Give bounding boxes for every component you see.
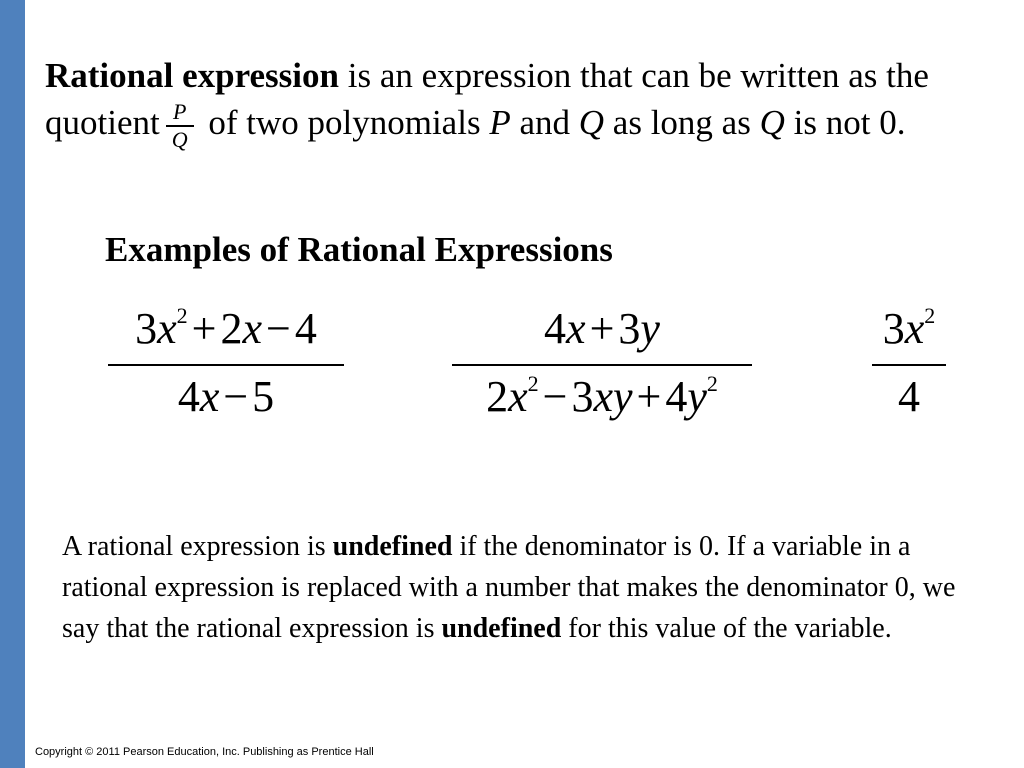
examples-heading: Examples of Rational Expressions [105, 230, 613, 269]
ex2-den-coef-1: 2 [486, 372, 509, 421]
example-2-fraction-bar [452, 364, 752, 366]
example-3-numerator [872, 302, 946, 356]
var-q-2: Q [759, 103, 785, 142]
ex1-den-var-1: x [199, 372, 220, 421]
pq-numerator: P [166, 99, 194, 127]
term-rational-expression: Rational expression [45, 56, 339, 95]
ex2-num-var-1: x [566, 304, 586, 353]
definition-text-4: as long as [604, 103, 760, 142]
pq-denominator: Q [171, 126, 188, 152]
ex1-num-var-2: x [242, 304, 263, 353]
ex3-num-coef: 3 [882, 304, 905, 353]
example-1-denominator [108, 370, 344, 424]
ex2-den-exp-2: 2 [706, 371, 718, 396]
ex3-num-var: x [904, 304, 925, 353]
definition-text-2: of two polynomials [199, 103, 490, 142]
ex1-num-coef-2: 2 [220, 304, 243, 353]
ex3-den-const: 4 [898, 372, 920, 421]
ex2-num-op-1: + [589, 304, 615, 353]
ex1-num-coef-1: 3 [135, 304, 158, 353]
example-3-fraction [872, 302, 946, 424]
ex2-num-var-2: y [640, 304, 660, 353]
example-1-fraction-bar [108, 364, 344, 366]
example-2-fraction [452, 302, 752, 424]
side-accent-bar [0, 0, 25, 768]
var-p: P [489, 103, 511, 142]
note-text-3: for this value of the variable. [561, 613, 892, 644]
example-2-denominator [452, 370, 752, 424]
example-1-fraction [108, 302, 344, 424]
ex1-num-const: 4 [294, 304, 317, 353]
note-bold-undefined-2: undefined [441, 613, 562, 644]
ex2-den-coef-2: 3 [571, 372, 594, 421]
definition-text-3: and [510, 103, 579, 142]
definition-paragraph [45, 52, 985, 152]
ex2-den-exp-1: 2 [527, 371, 539, 396]
var-q: Q [578, 103, 605, 142]
ex2-den-var-3: y [687, 372, 707, 421]
ex2-num-coef-1: 4 [544, 304, 567, 353]
ex1-num-op-2: − [266, 304, 291, 353]
undefined-note-paragraph [62, 526, 982, 649]
ex2-den-var-2: xy [593, 372, 633, 421]
example-2-numerator [452, 302, 752, 356]
definition-text-1: is an expression that can be written as the quotient [45, 56, 929, 142]
note-text-2: if the denominator is 0. If a variable in a rational expression is replaced with a number that makes the denominator 0, we say that the rational expression is [62, 531, 956, 644]
ex3-num-exp: 2 [924, 303, 936, 328]
ex1-den-coef-1: 4 [177, 372, 200, 421]
definition-text-5: is not 0. [784, 103, 906, 142]
ex2-den-var-1: x [508, 372, 528, 421]
ex2-num-coef-2: 3 [618, 304, 641, 353]
ex1-num-exp-1: 2 [176, 303, 188, 328]
ex1-den-const: 5 [252, 372, 275, 421]
note-text-1: A rational expression is [62, 531, 333, 562]
ex2-den-coef-3: 4 [665, 372, 688, 421]
pq-fraction [166, 99, 194, 153]
ex1-num-op-1: + [191, 304, 217, 353]
note-bold-undefined-1: undefined [332, 531, 453, 562]
example-3-fraction-bar [872, 364, 946, 366]
example-3-denominator [872, 370, 946, 424]
example-1-numerator [108, 302, 344, 356]
ex2-den-op-2: + [636, 372, 662, 421]
ex1-num-var-1: x [157, 304, 177, 353]
ex2-den-op-1: − [542, 372, 568, 421]
copyright-footer: Copyright © 2011 Pearson Education, Inc. Publishing as Prentice Hall [35, 746, 374, 758]
ex1-den-op-1: − [223, 372, 249, 421]
